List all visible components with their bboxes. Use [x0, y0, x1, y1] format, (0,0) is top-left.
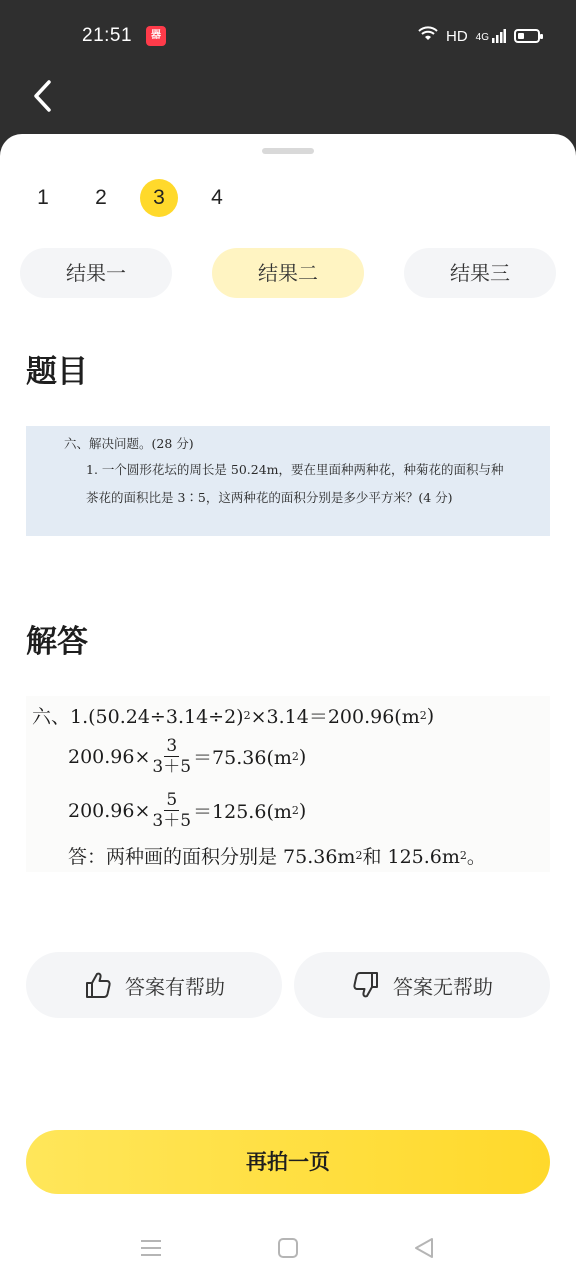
unhelpful-label: 答案无帮助 [393, 974, 493, 999]
answer-heading: 解答 [26, 624, 88, 660]
square-icon [277, 1237, 299, 1259]
home-nav-button[interactable] [274, 1234, 302, 1262]
helpful-button[interactable] [26, 952, 282, 1018]
thumbs-down-icon [351, 970, 381, 1000]
closing-paren: ) [298, 799, 307, 822]
answer-step-2-text: 200.96× [68, 745, 151, 768]
superscript: 2 [355, 849, 363, 862]
answer-step-3-text: 200.96× [68, 799, 151, 822]
status-indicators [418, 26, 540, 46]
superscript: 2 [243, 709, 251, 722]
sheet-grabber-handle[interactable] [262, 148, 314, 154]
menu-icon [140, 1238, 162, 1258]
helpful-label: 答案有帮助 [125, 974, 225, 999]
question-text-line-2: 茶花的面积比是 3∶5，这两种花的面积分别是多少平方米？(4 分) [86, 490, 453, 505]
question-text-line-1: 1. 一个圆形花坛的周长是 50.24m，要在里面种两种花，种菊花的面积与种 [86, 462, 504, 477]
answer-step-3-result: ＝125.6(m [193, 801, 292, 823]
page-tab-3[interactable]: 3 [140, 179, 178, 217]
signal-icon [476, 29, 506, 43]
answer-step-1-text: 六、1.(50.24÷3.14÷2) [32, 706, 244, 728]
answer-step-1 [32, 702, 434, 729]
fraction-numerator: 3 [166, 736, 178, 756]
question-heading: 题目 [26, 354, 88, 390]
fraction [152, 736, 191, 777]
result-tab-1[interactable]: 结果一 [20, 248, 172, 298]
result-sheet [0, 134, 576, 1280]
menu-nav-button[interactable] [137, 1234, 165, 1262]
result-tab-3[interactable]: 结果三 [404, 248, 556, 298]
answer-step-2-result: ＝75.36(m [193, 747, 292, 769]
result-tab-2[interactable]: 结果二 [212, 248, 364, 298]
result-tabs [20, 248, 556, 298]
app-notification-icon: 器 [146, 26, 166, 46]
page-tab-2[interactable]: 2 [95, 186, 107, 209]
battery-icon [514, 29, 540, 43]
superscript: 2 [419, 709, 427, 722]
chevron-left-icon [31, 79, 53, 113]
closing-paren: ) [426, 704, 435, 727]
fraction-denominator: 3＋5 [152, 811, 192, 831]
superscript: 2 [291, 804, 299, 817]
back-button[interactable] [24, 74, 60, 118]
page-tabs [24, 179, 236, 217]
page-tab-1[interactable]: 1 [37, 186, 49, 209]
answer-image [26, 696, 550, 872]
answer-conclusion-end: 。 [466, 846, 486, 868]
answer-conclusion-text-2: 和 125.6m [362, 846, 460, 868]
question-image [26, 426, 550, 536]
answer-step-3 [68, 790, 306, 831]
superscript: 2 [459, 849, 467, 862]
hd-indicator: HD [445, 27, 468, 45]
wifi-icon [418, 26, 438, 46]
back-nav-button[interactable] [410, 1234, 438, 1262]
triangle-back-icon [413, 1237, 435, 1259]
page-tab-4[interactable]: 4 [211, 186, 223, 209]
fraction [152, 790, 191, 831]
battery-level [518, 33, 524, 39]
unhelpful-button[interactable] [294, 952, 550, 1018]
question-section-title: 六、解决问题。(28 分) [64, 436, 194, 451]
closing-paren: ) [298, 745, 307, 768]
answer-step-1-result: ×3.14＝200.96(m [250, 706, 420, 728]
retake-page-button[interactable]: 再拍一页 [26, 1130, 550, 1194]
answer-conclusion [68, 842, 486, 869]
system-navigation-bar [0, 1220, 576, 1280]
network-type: 4G [475, 32, 489, 43]
superscript: 2 [291, 750, 299, 763]
fraction-numerator: 5 [166, 790, 178, 810]
thumbs-up-icon [83, 970, 113, 1000]
answer-conclusion-text: 答：两种画的面积分别是 75.36m [68, 846, 356, 868]
status-time: 21:51 [82, 25, 133, 46]
fraction-denominator: 3＋5 [152, 757, 192, 777]
status-bar [0, 0, 576, 72]
answer-step-2 [68, 736, 306, 777]
